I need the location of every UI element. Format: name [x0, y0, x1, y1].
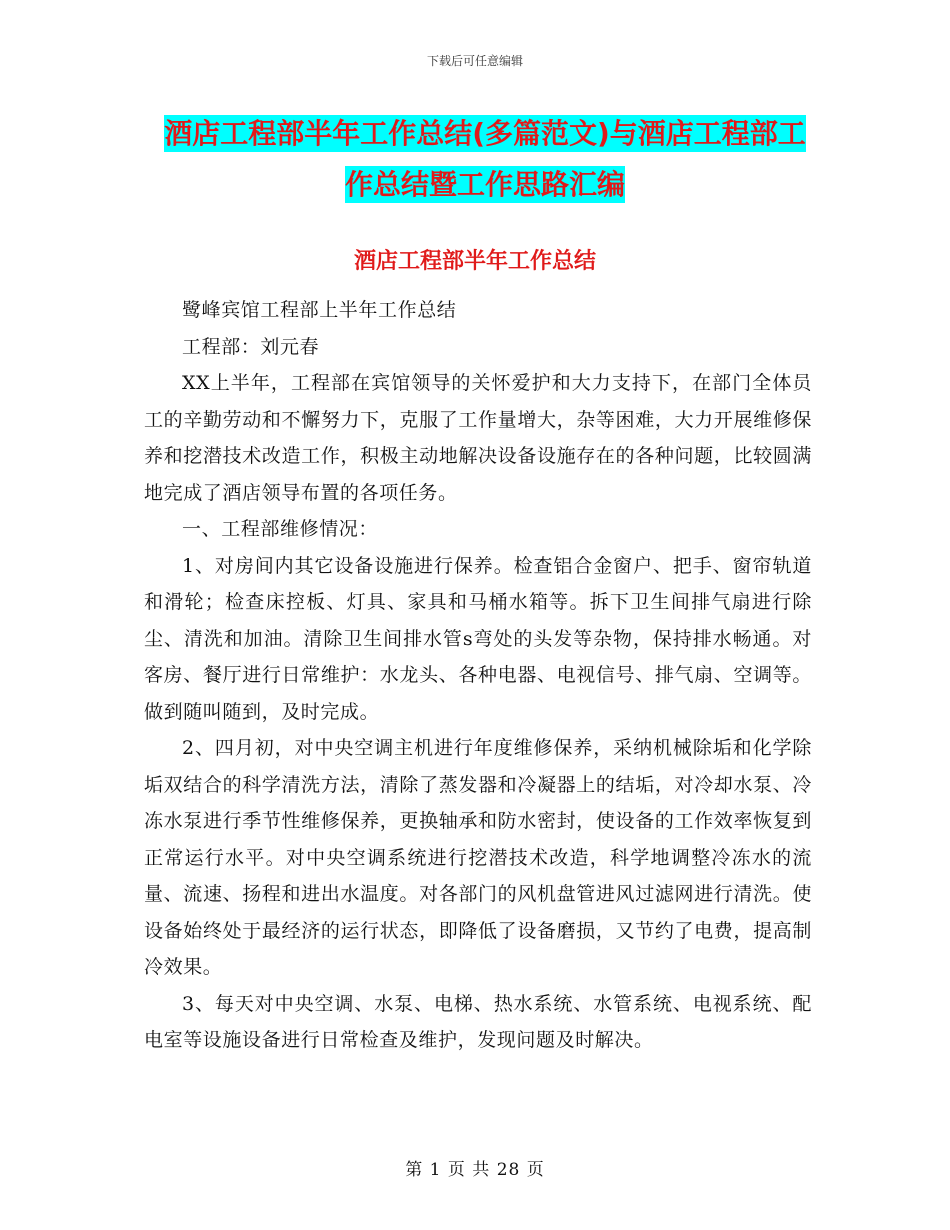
document-body [144, 292, 812, 1059]
section-title: 酒店工程部半年工作总结 [353, 249, 596, 274]
paragraph-intro: XX上半年，工程部在宾馆领导的关怀爱护和大力支持下，在部门全体员工的辛勤劳动和不懈努力下，克服了工作量增大，杂等困难，大力开展维修保养和挖潜技术改造工作，积极主动地解决设备设施存在的各种问题，比较圆满地完成了酒店领导布置的各项任务。 [144, 372, 812, 504]
paragraph-item-1: 1、对房间内其它设备设施进行保养。检查铝合金窗户、把手、窗帘轨道和滑轮；检查床控板、灯具、家具和马桶水箱等。拆下卫生间排气扇进行除尘、清洗和加油。清除卫生间排水管s弯处的头发等杂物，保持排水畅通。对客房、餐厅进行日常维护：水龙头、各种电器、电视信号、排气扇、空调等。做到随叫随到，及时完成。 [144, 554, 812, 723]
title-line-2: 作总结暨工作思路汇编 [344, 168, 625, 201]
document-title [150, 108, 820, 210]
paragraph-author: 工程部：刘元春 [182, 335, 320, 358]
header-note: 下载后可任意编辑 [426, 54, 523, 68]
page-footer: 第 1 页 共 28 页 [405, 1160, 545, 1180]
paragraph-subtitle: 鹭峰宾馆工程部上半年工作总结 [182, 299, 457, 321]
paragraph-item-2: 2、四月初，对中央空调主机进行年度维修保养，采纳机械除垢和化学除垢双结合的科学清洗方法，清除了蒸发器和冷凝器上的结垢，对冷却水泵、冷冻水泵进行季节性维修保养，更换轴承和防水密封，使设备的工作效率恢复到正常运行水平。对中央空调系统进行挖潜技术改造，科学地调整冷冻水的流量、流速、扬程和进出水温度。对各部门的风机盘管进风过滤网进行清洗。使设备始终处于最经济的运行状态，即降低了设备磨损，又节约了电费，提高制冷效果。 [144, 737, 812, 978]
paragraph-heading-maintenance: 一、工程部维修情况： [182, 518, 379, 540]
title-line-1: 酒店工程部半年工作总结(多篇范文)与酒店工程部工 [164, 117, 806, 150]
paragraph-item-3: 3、每天对中央空调、水泵、电梯、热水系统、水管系统、电视系统、配电室等设施设备进行日常检查及维护，发现问题及时解决。 [144, 992, 812, 1051]
